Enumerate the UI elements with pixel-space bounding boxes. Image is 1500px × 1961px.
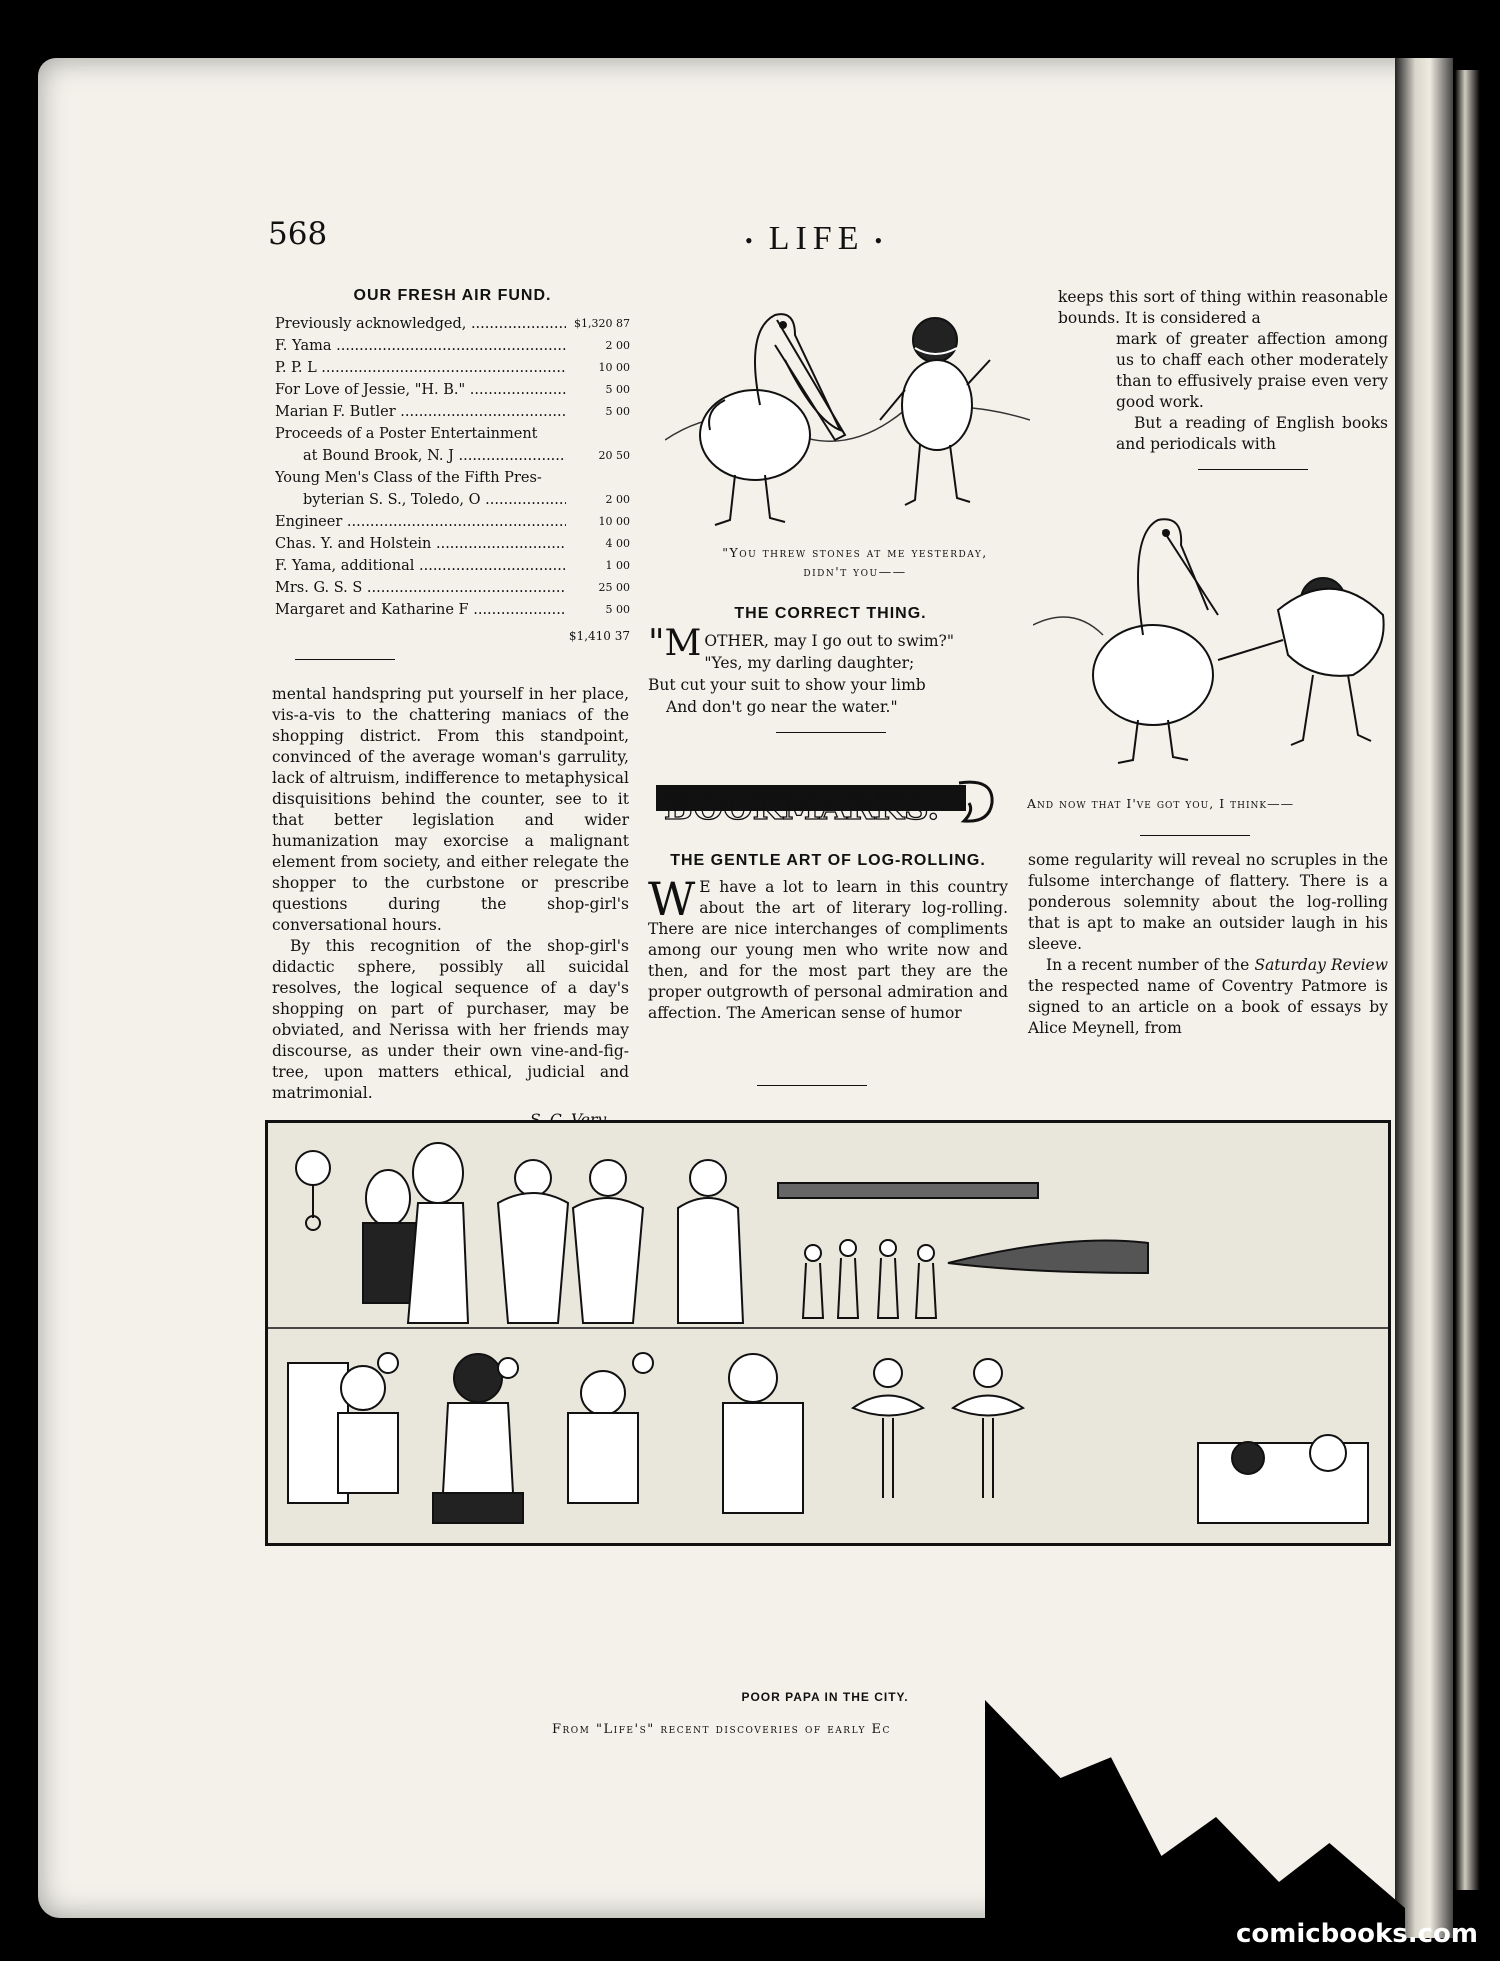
next-page-edge	[1455, 70, 1480, 1890]
left-article	[272, 684, 629, 1131]
masthead: • LIFE •	[745, 220, 889, 257]
fund-row-name: Mrs. G. S. S .....	[275, 577, 566, 599]
fund-row-amount	[566, 423, 630, 445]
fund-row	[275, 533, 630, 555]
correct-thing-poem	[648, 603, 1013, 747]
fund-row	[275, 599, 630, 621]
pelican-boy-cartoon-illustration	[1033, 505, 1408, 770]
right-top-para-1: keeps this sort of thing within reasonable bounds. It is considered a	[1058, 288, 1388, 327]
fund-row	[275, 467, 630, 489]
cartoon-title: POOR PAPA IN THE CITY.	[741, 1690, 909, 1704]
fund-row-amount: 5 00	[605, 383, 630, 396]
fund-row-amount: 25 00	[598, 581, 630, 594]
left-article-para-1: mental handspring put yourself in her place, vis-a-vis to the chattering maniacs of the shopping district. From this standpoint, convinced of the average woman's garrulity, lack of altruism, indifference to metaphysical disquisitions behind the counter, see to it that better legislation and wider humanization may exorcise a malignant element from society, and either relegate the shopper to the curbstone or prescribe questions during the shop-girl's conversational hours.	[272, 685, 629, 934]
fund-row-name: at Bound Brook, N. J .....	[275, 445, 566, 467]
divider	[1140, 835, 1250, 836]
poem-line-1: OTHER, may I go out to swim?"	[704, 632, 954, 650]
page-number: 568	[268, 216, 328, 252]
bookmarks-banner	[654, 773, 999, 831]
cartoon2-caption: And now that I've got you, I think——	[1027, 796, 1295, 811]
log-rolling-article	[648, 850, 1008, 1024]
divider	[776, 732, 886, 733]
fund-row-name: Chas. Y. and Holstein .....	[275, 533, 566, 555]
poor-papa-cartoon-illustration	[265, 1120, 1391, 1546]
fund-row-amount: 4 00	[605, 537, 630, 550]
fund-row-name: Young Men's Class of the Fifth Pres-	[275, 470, 542, 486]
fund-row-name: P. P. L .....	[275, 357, 566, 379]
right-column-top	[1058, 287, 1388, 484]
fund-row	[275, 313, 630, 335]
masthead-title: LIFE	[768, 220, 865, 257]
bottom-row-figures	[288, 1354, 1368, 1523]
right-bottom-para-2	[1028, 955, 1388, 1039]
fund-row	[275, 577, 630, 599]
watermark: comicbooks.com	[1235, 1919, 1478, 1949]
poem-line-4: And don't go near the water."	[666, 698, 898, 716]
fund-row	[275, 489, 630, 511]
divider	[757, 1085, 867, 1086]
fund-row-amount: $1,320 87	[574, 317, 630, 330]
fund-row-amount: 2 00	[605, 493, 630, 506]
log-rolling-text: E have a lot to learn in this country about the art of literary log-rolling. There are nice interchanges of compliments among our young men who write now and then, and for the most part they are the proper outgrowth of personal admiration and affection. The American sense of humor	[648, 878, 1008, 1022]
fund-row-amount: 2 00	[605, 339, 630, 352]
cartoon1-caption-line1: "You threw stones at me yesterday,	[722, 545, 988, 560]
fund-row-name: F. Yama, additional .....	[275, 555, 566, 577]
distant-dancers	[803, 1240, 936, 1318]
poem-heading: THE CORRECT THING.	[734, 605, 927, 622]
fund-row-amount: 5 00	[605, 405, 630, 418]
fund-row	[275, 445, 630, 467]
top-row-figures	[363, 1143, 743, 1323]
poem-line-3: But cut your suit to show your limb	[648, 676, 926, 694]
right-bottom-para-1: some regularity will reveal no scruples in the fulsome interchange of flattery. There is a ponderous solemnity about the log-rolling that is apt to make an outsider laugh in his sleeve.	[1028, 851, 1388, 953]
right-top-para-3: But a reading of English books and periodicals with	[1116, 414, 1388, 453]
poem-dropcap: "M	[648, 623, 702, 664]
fund-row	[275, 335, 630, 357]
log-rolling-dropcap: W	[648, 872, 696, 926]
fund-row	[275, 401, 630, 423]
fund-row-name: Margaret and Katharine F .....	[275, 599, 566, 621]
divider	[295, 659, 395, 660]
fund-total: $1,410 37	[568, 629, 630, 643]
signature: S. C. Very.	[529, 1111, 609, 1129]
fund-row-name: Previously acknowledged, .....	[275, 313, 566, 335]
fund-row	[275, 423, 630, 445]
fund-row	[275, 555, 630, 577]
divider	[1198, 469, 1308, 470]
fund-row-name: For Love of Jessie, "H. B." .....	[275, 379, 566, 401]
right-top-para-2: mark of greater affection among us to chaff each other moderately than to effusively praise even very good work.	[1116, 330, 1388, 411]
left-article-para-2: By this recognition of the shop-girl's didactic sphere, possibly all suicidal resolves, the logical sequence of a day's shopping on part of purchaser, may be obviated, and Nerissa with her friends may discourse, as under their own vine-and-fig-tree, upon matters ethical, judicial and matrimonial.	[272, 937, 629, 1102]
cartoon1-caption-line2: didn't you——	[803, 564, 907, 579]
saturday-review-title: Saturday Review	[1254, 956, 1388, 974]
fund-row-amount: 10 00	[598, 361, 630, 374]
fund-row	[275, 357, 630, 379]
fund-heading: OUR FRESH AIR FUND.	[353, 287, 552, 304]
poem-line-2: "Yes, my darling daughter;	[704, 654, 915, 672]
right-bottom-para-2a: In a recent number of the	[1046, 956, 1255, 974]
cartoon-subtitle: From "Life's" recent discoveries of early Ec	[552, 1722, 891, 1737]
fund-row-name: F. Yama .....	[275, 335, 566, 357]
fund-row-amount: 5 00	[605, 603, 630, 616]
book-spine	[1395, 58, 1453, 1938]
fund-row-amount: 1 00	[605, 559, 630, 572]
log-rolling-heading: THE GENTLE ART OF LOG-ROLLING.	[670, 852, 986, 869]
right-bottom-para-2b: the respected name of Coventry Patmore is signed to an article on a book of essays by Alice Meynell, from	[1028, 977, 1388, 1037]
right-column-bottom	[1028, 850, 1388, 1039]
cartoon1-caption	[660, 543, 1050, 581]
fund-row-name: Engineer .....	[275, 511, 566, 533]
fresh-air-fund	[275, 285, 630, 660]
fund-row	[275, 379, 630, 401]
fund-row-name: byterian S. S., Toledo, O .....	[275, 489, 566, 511]
fund-table	[275, 313, 630, 621]
fund-row	[275, 511, 630, 533]
bookmarks-banner-text: BOOKMARKS.	[664, 788, 940, 828]
fund-row-name: Proceeds of a Poster Entertainment	[275, 426, 538, 442]
fund-row-amount	[566, 467, 630, 489]
fund-row-amount: 20 50	[598, 449, 630, 462]
fund-row-name: Marian F. Butler .....	[275, 401, 566, 423]
pelican-cartoon-illustration	[665, 290, 1030, 540]
fund-row-amount: 10 00	[598, 515, 630, 528]
